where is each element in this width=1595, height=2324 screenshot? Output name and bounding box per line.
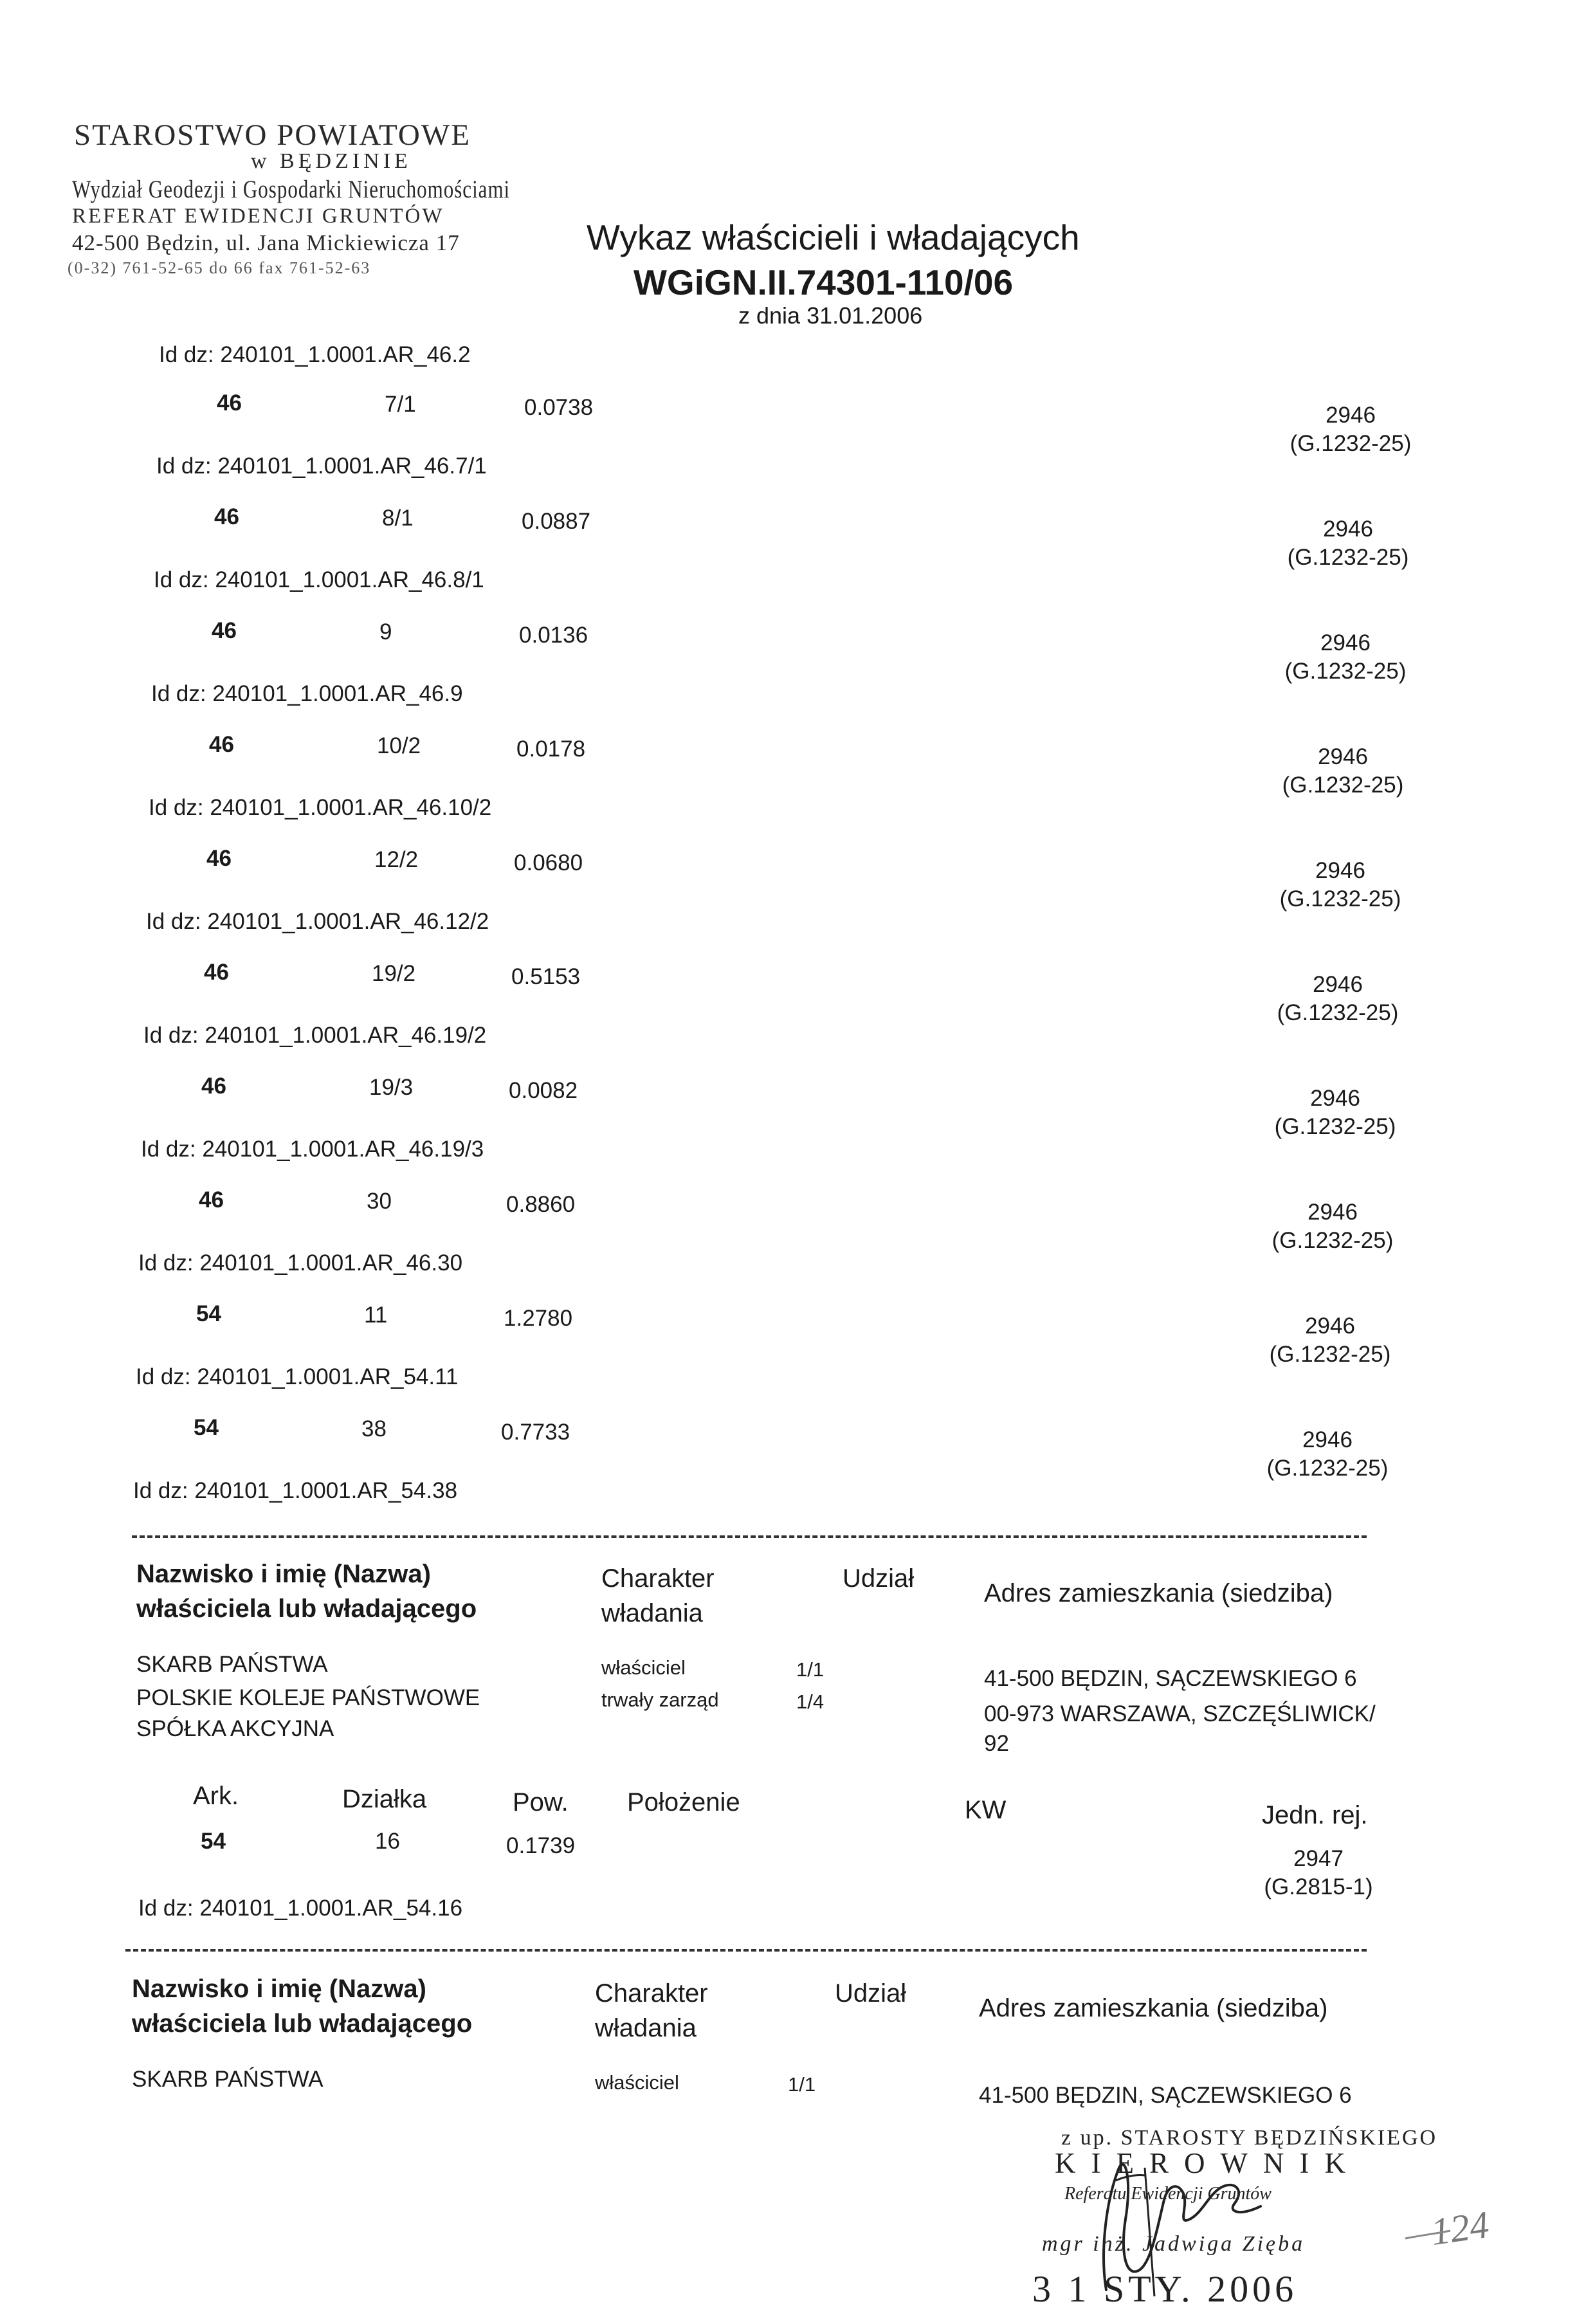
- registry-unit: 2946 (G.1232-25): [1271, 1200, 1394, 1253]
- signature-stamp-authority: z up. STAROSTY BĘDZIŃSKIEGO: [1061, 2126, 1438, 2150]
- handwritten-signature: [1080, 2142, 1286, 2303]
- parcel-number: 16: [375, 1829, 400, 1854]
- registry-unit: 2946 (G.1232-25): [1277, 972, 1399, 1025]
- area-header: Pow.: [513, 1788, 569, 1816]
- signature-stamp-title: KIEROWNIK: [1055, 2147, 1361, 2179]
- owner-name-header: Nazwisko i imię (Nazwa) właściciela lub władającego: [132, 1975, 473, 2038]
- sheet-number: 46: [214, 504, 239, 529]
- location-header: Położenie: [627, 1788, 740, 1816]
- registry-unit: 2947 (G.2815-1): [1264, 1846, 1373, 1899]
- ownership-type: trwały zarząd: [601, 1688, 719, 1711]
- share-header: Udział: [835, 1979, 907, 2008]
- owner-address: 41-500 BĘDZIN, SĄCZEWSKIEGO 6: [979, 2083, 1352, 2108]
- ownership-type: właściciel: [601, 1656, 686, 1679]
- registry-unit: 2946 (G.1232-25): [1279, 858, 1401, 911]
- signature-stamp-unit: Referatu Ewidencji Gruntów: [1064, 2184, 1271, 2204]
- stamp-phone: (0-32) 761-52-65 do 66 fax 761-52-63: [68, 259, 371, 277]
- parcel-number: 12/2: [374, 847, 419, 872]
- registry-unit: 2946 (G.1232-25): [1287, 517, 1409, 570]
- parcel-number: 19/3: [369, 1075, 414, 1100]
- ownership-type-header: Charakter władania: [595, 1979, 708, 2042]
- parcel-area: 1.2780: [504, 1306, 573, 1331]
- sheet-number: 46: [212, 618, 237, 643]
- parcel-id: Id dz: 240101_1.0001.AR_46.19/3: [141, 1137, 484, 1162]
- sheet-number: 46: [199, 1187, 224, 1212]
- parcel-number: 19/2: [372, 961, 416, 986]
- ownership-type: właściciel: [595, 2071, 679, 2094]
- parcel-header: Działka: [342, 1785, 427, 1813]
- sheet-number: 46: [204, 960, 229, 985]
- parcel-id: Id dz: 240101_1.0001.AR_46.9: [151, 681, 463, 706]
- document-date: z dnia 31.01.2006: [738, 302, 923, 329]
- parcel-area: 0.0082: [509, 1078, 578, 1103]
- registry-unit: 2946 (G.1232-25): [1284, 630, 1407, 684]
- parcel-area: 0.5153: [511, 964, 581, 989]
- parcel-id: Id dz: 240101_1.0001.AR_54.11: [136, 1364, 459, 1389]
- share-value: 1/1: [796, 1658, 825, 1681]
- parcel-number: 10/2: [377, 733, 421, 758]
- owner-name-header: Nazwisko i imię (Nazwa) właściciela lub władającego: [136, 1560, 477, 1623]
- ownership-type-header: Charakter władania: [601, 1564, 715, 1627]
- registry-unit-header: Jedn. rej.: [1262, 1801, 1368, 1829]
- sheet-number: 54: [201, 1829, 226, 1854]
- section-divider: [132, 1535, 1367, 1538]
- stamp-office-name: STAROSTWO POWIATOWE: [74, 118, 471, 152]
- parcel-id: Id dz: 240101_1.0001.AR_54.38: [133, 1478, 458, 1503]
- document-title: Wykaz właścicieli i władających: [587, 217, 1080, 257]
- share-value: 1/1: [788, 2073, 816, 2096]
- owner-address: 41-500 BĘDZIN, SĄCZEWSKIEGO 6: [984, 1666, 1357, 1691]
- owner-name: SKARB PAŃSTWA: [136, 1652, 328, 1677]
- margin-note: 124: [1428, 2203, 1492, 2253]
- parcel-number: 9: [379, 619, 392, 645]
- parcel-area: 0.0680: [514, 850, 583, 875]
- registry-unit: 2946 (G.1232-25): [1290, 403, 1412, 456]
- address-header: Adres zamieszkania (siedziba): [984, 1579, 1333, 1607]
- parcel-number: 7/1: [385, 392, 416, 417]
- parcel-area: 0.1739: [506, 1833, 576, 1858]
- parcel-area: 0.0178: [516, 737, 586, 762]
- share-header: Udział: [843, 1564, 915, 1593]
- sheet-number: 46: [206, 846, 232, 871]
- sheet-number: 46: [201, 1074, 226, 1099]
- parcel-area: 0.7733: [501, 1420, 570, 1445]
- land-register-header: KW: [965, 1796, 1007, 1824]
- parcel-number: 38: [361, 1416, 387, 1441]
- sheet-number: 46: [217, 390, 242, 416]
- registry-unit: 2946 (G.1232-25): [1269, 1313, 1391, 1367]
- parcel-area: 0.0136: [519, 623, 588, 648]
- section-divider: [125, 1949, 1367, 1952]
- parcel-id: Id dz: 240101_1.0001.AR_46.12/2: [146, 909, 489, 934]
- parcel-area: 0.0887: [522, 509, 591, 534]
- sheet-number: 54: [194, 1415, 219, 1440]
- parcel-id: Id dz: 240101_1.0001.AR_46.30: [138, 1250, 463, 1276]
- registry-unit: 2946 (G.1232-25): [1266, 1427, 1389, 1481]
- sheet-header: Ark.: [193, 1782, 239, 1810]
- sheet-number: 46: [209, 732, 234, 757]
- parcel-id: Id dz: 240101_1.0001.AR_46.19/2: [143, 1023, 487, 1048]
- parcel-id: Id dz: 240101_1.0001.AR_54.16: [138, 1896, 463, 1921]
- owner-name: POLSKIE KOLEJE PAŃSTWOWE SPÓŁKA AKCYJNA: [136, 1685, 480, 1741]
- parcel-number: 8/1: [382, 506, 414, 531]
- parcel-number: 30: [367, 1189, 392, 1214]
- stamp-section: REFERAT EWIDENCJI GRUNTÓW: [72, 205, 444, 228]
- date-stamp: 3 1 STY. 2006: [1032, 2268, 1298, 2310]
- parcel-area: 0.0738: [524, 395, 594, 420]
- parcel-area: 0.8860: [506, 1192, 576, 1217]
- signature-stamp-name: mgr inż. Jadwiga Zięba: [1042, 2232, 1306, 2256]
- sheet-number: 54: [196, 1301, 221, 1326]
- stamp-town: w BĘDZINIE: [251, 149, 412, 173]
- owner-name: SKARB PAŃSTWA: [132, 2067, 324, 2092]
- owner-address: 00-973 WARSZAWA, SZCZĘŚLIWICK/ 92: [984, 1701, 1376, 1756]
- share-value: 1/4: [796, 1690, 825, 1713]
- parcel-number: 11: [364, 1303, 388, 1328]
- parcel-id: Id dz: 240101_1.0001.AR_46.8/1: [154, 567, 484, 592]
- parcel-id: Id dz: 240101_1.0001.AR_46.7/1: [156, 453, 487, 479]
- registry-unit: 2946 (G.1232-25): [1274, 1086, 1396, 1139]
- parcel-id: Id dz: 240101_1.0001.AR_46.2: [159, 342, 471, 367]
- document-number: WGiGN.II.74301-110/06: [633, 262, 1014, 302]
- parcel-id: Id dz: 240101_1.0001.AR_46.10/2: [149, 795, 492, 820]
- stamp-address: 42-500 Będzin, ul. Jana Mickiewicza 17: [72, 230, 460, 255]
- margin-dash: [1402, 2226, 1454, 2245]
- address-header: Adres zamieszkania (siedziba): [979, 1994, 1328, 2022]
- stamp-department: Wydział Geodezji i Gospodarki Nieruchomościami: [72, 175, 511, 203]
- registry-unit: 2946 (G.1232-25): [1282, 744, 1404, 798]
